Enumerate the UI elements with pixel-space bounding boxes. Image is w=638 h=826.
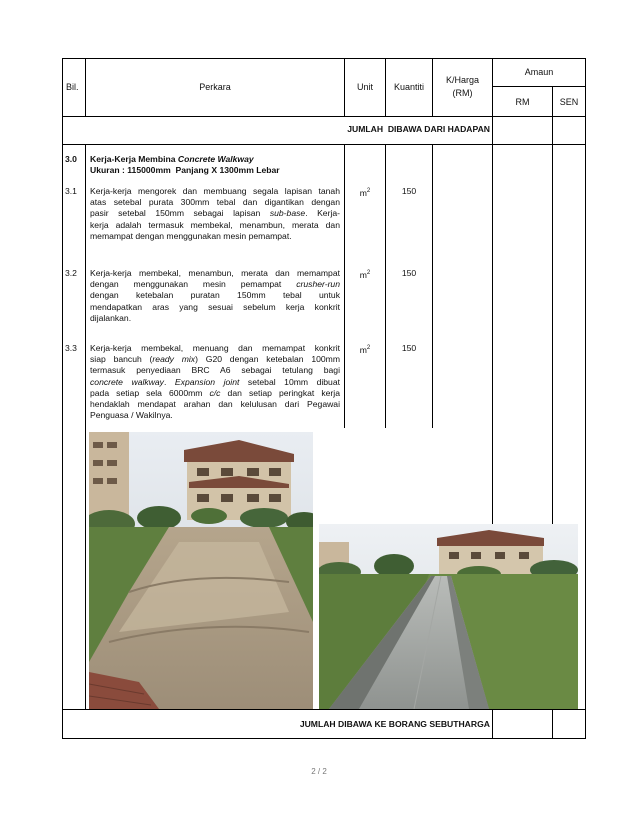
header-bil: Bil. <box>66 82 79 92</box>
section-title <box>90 154 254 165</box>
desc-line: memampat dengan menggunakan mesin pemampat. <box>90 230 292 241</box>
section-title-prefix: Kerja-Kerja Membina <box>90 154 178 164</box>
item-quantity: 150 <box>401 343 417 353</box>
table-bottom-border <box>62 738 586 739</box>
item-unit: $m^2$ <box>359 187 371 198</box>
section-title-italic: Concrete Walkway <box>177 154 254 164</box>
header-kuantiti: Kuantiti <box>393 82 425 92</box>
col-kuantiti-divider-body <box>432 144 433 428</box>
header-amaun: Amaun <box>524 67 554 77</box>
table-top-border <box>62 58 586 59</box>
item-unit: $m^2$ <box>359 344 371 355</box>
item-description <box>90 186 340 242</box>
desc-line: atas setebal purata 300mm tebal dan digantikan dengan <box>90 197 340 208</box>
desc-line: pada setiap sela 6000mm c/c dan setiap peringkat kerja <box>90 387 340 398</box>
desc-line: Penguasa / Wakilnya. <box>90 410 173 421</box>
header-bottom-border <box>62 116 586 117</box>
site-after-photo <box>319 524 578 709</box>
carried-to-label: JUMLAH DIBAWA KE BORANG SEBUTHARGA <box>299 719 490 729</box>
header-kharga-unit: (RM) <box>452 88 473 98</box>
amaun-divider <box>492 86 586 87</box>
desc-line: hendaklah mendapat arahan dan kelulusan dari Pegawai <box>90 399 340 410</box>
body-bottom-border <box>62 709 586 710</box>
item-quantity: 150 <box>401 268 417 278</box>
desc-line: siap bancuh (ready mix) G20 dengan ketebalan 100mm <box>90 354 340 365</box>
desc-line: Kerja-kerja membekal, menambun, merata dan memampat <box>90 268 340 278</box>
desc-line: Kerja-kerja membekal, menuang dan memampat konkrit <box>90 343 340 353</box>
item-unit: $m^2$ <box>359 269 371 280</box>
page-number: 2 / 2 <box>311 767 327 776</box>
section-number: 3.0 <box>65 154 77 164</box>
item-number: 3.2 <box>65 268 77 278</box>
item-number: 3.1 <box>65 186 77 196</box>
desc-line: dengan ketebalan puratan 150mm tebal untuk <box>90 290 340 301</box>
item-number: 3.3 <box>65 343 77 353</box>
desc-line: kerja adalah termasuk membekal, menambun, merata dan <box>90 219 340 230</box>
desc-line: Kerja-kerja mengorek dan membuang segala lapisan tanah <box>90 186 340 196</box>
carried-from-label: JUMLAH DIBAWA DARI HADAPAN <box>347 124 490 134</box>
section-size: Ukuran : 115000mm Panjang X 1300mm Lebar <box>90 165 280 175</box>
header-perkara: Perkara <box>199 82 231 92</box>
desc-line: mendapatkan aras yang sesuai sebelum kerja konkrit <box>90 301 340 312</box>
desc-line: concrete walkway. Expansion joint setebal 10mm dibuat <box>90 376 341 387</box>
item-description <box>90 343 340 421</box>
carried-row-bottom-border <box>62 144 586 145</box>
col-kuantiti-divider <box>432 58 433 116</box>
header-kharga: K/Harga <box>445 75 480 85</box>
header-rm: RM <box>515 97 530 107</box>
table-right-border <box>585 58 586 739</box>
header-unit: Unit <box>356 82 373 92</box>
site-before-photo <box>89 432 313 709</box>
item-description <box>90 268 340 324</box>
item-quantity: 150 <box>401 186 417 196</box>
desc-line: termasuk penyediaan BRC A6 sebagai tetulang bagi <box>90 365 340 376</box>
header-sen: SEN <box>559 97 579 107</box>
col-bil-divider-body <box>85 144 86 709</box>
desc-line: pasir setebal 150mm sebagai lapisan sub-base. Kerja- <box>90 208 340 219</box>
desc-line: dijalankan. <box>90 312 132 323</box>
table-left-border <box>62 58 63 739</box>
desc-line: dengan menggunakan mesin pemampat crusher-run <box>90 279 340 290</box>
